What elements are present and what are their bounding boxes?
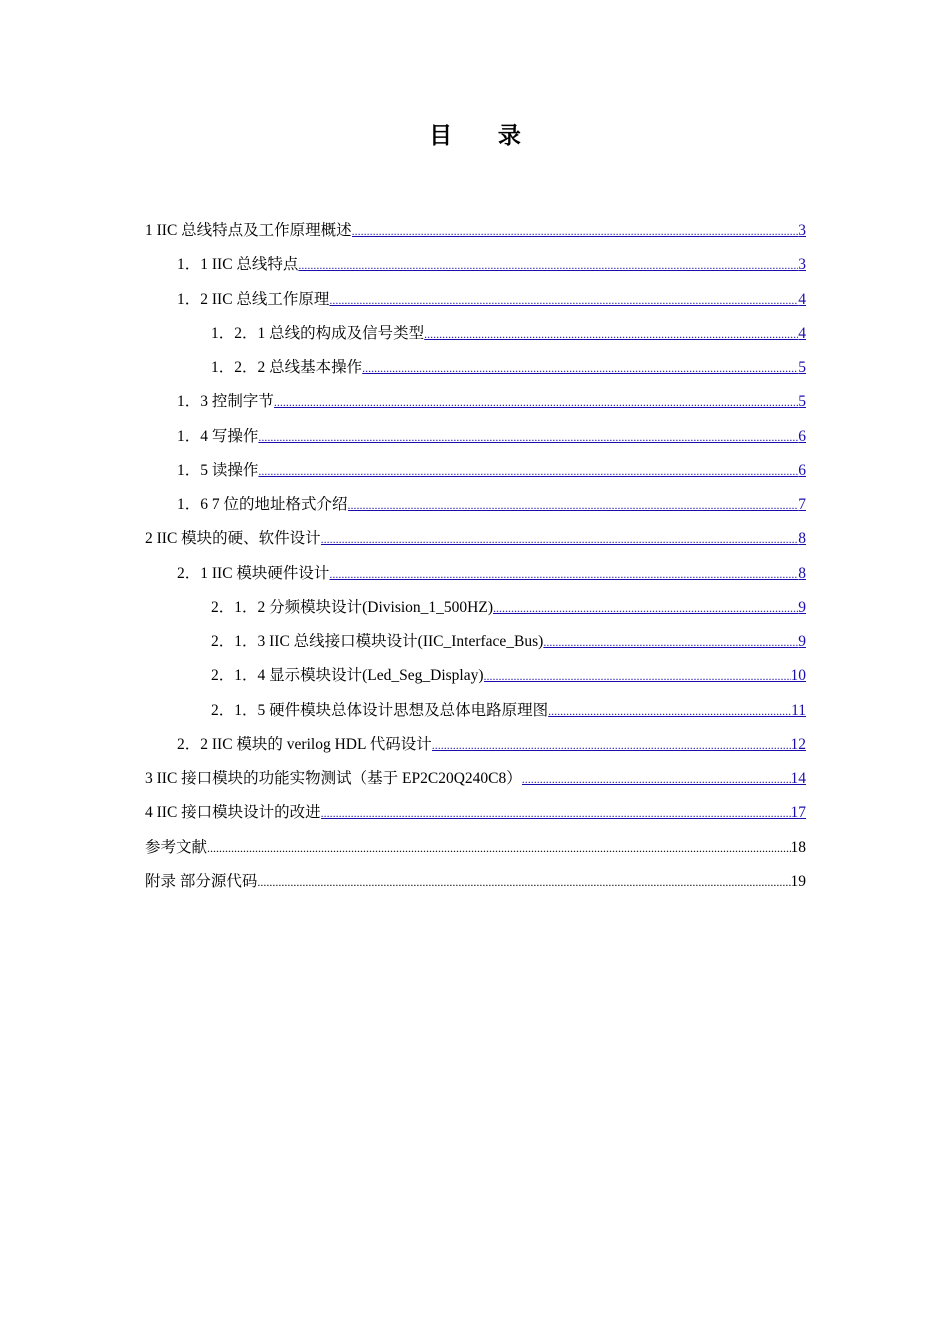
toc-entry[interactable] [145, 557, 806, 591]
toc-entry-title: 1．1 IIC 总线特点 [177, 256, 299, 274]
toc-page-number[interactable]: 3 [798, 256, 806, 274]
toc-entry-title: 1．4 写操作 [177, 427, 259, 445]
toc-entry[interactable] [145, 351, 806, 385]
toc-entry[interactable] [145, 317, 806, 351]
toc-leader-dots [298, 248, 798, 282]
toc-page-number[interactable]: 14 [790, 770, 806, 787]
toc-leader-dots [321, 796, 791, 830]
toc-entry-title: 1 IIC 总线特点及工作原理概述 [145, 222, 352, 239]
toc-entry[interactable] [145, 214, 806, 248]
toc-page-number[interactable]: 3 [798, 222, 806, 239]
table-of-contents [145, 214, 806, 899]
toc-entry-title: 1．2．1 总线的构成及信号类型 [211, 324, 425, 342]
toc-page-number[interactable]: 17 [790, 804, 806, 822]
toc-page-number: 18 [790, 838, 806, 856]
toc-page-number[interactable]: 11 [791, 701, 806, 719]
toc-entry[interactable] [145, 248, 806, 282]
toc-entry[interactable] [145, 796, 806, 830]
toc-entry[interactable] [145, 591, 806, 625]
toc-page-number[interactable]: 6 [798, 427, 806, 445]
toc-leader-dots [329, 557, 798, 591]
toc-entry-title: 2．2 IIC 模块的 verilog HDL 代码设计 [177, 735, 432, 753]
toc-entry[interactable] [145, 522, 806, 556]
toc-entry-title: 1．2 IIC 总线工作原理 [177, 290, 330, 308]
toc-page-number[interactable]: 8 [798, 530, 806, 548]
toc-page-number[interactable]: 12 [790, 735, 806, 753]
toc-entry [145, 865, 806, 899]
toc-leader-dots [543, 625, 798, 659]
toc-page-number[interactable]: 4 [798, 290, 806, 308]
toc-leader-dots [257, 865, 790, 899]
toc-entry-title: 2 IIC 模块的硬、软件设计 [145, 530, 321, 548]
toc-leader-dots [522, 762, 791, 796]
toc-page-number[interactable]: 7 [798, 496, 806, 513]
toc-entry-title: 1．3 控制字节 [177, 393, 274, 411]
toc-entry-title: 2．1 IIC 模块硬件设计 [177, 564, 330, 582]
toc-entry[interactable] [145, 488, 806, 522]
toc-leader-dots [362, 351, 798, 385]
toc-entry[interactable] [145, 694, 806, 728]
toc-leader-dots [348, 488, 799, 522]
toc-leader-dots [329, 283, 798, 317]
toc-leader-dots [207, 831, 790, 865]
toc-page-number[interactable]: 9 [798, 598, 806, 616]
toc-page-number[interactable]: 5 [798, 393, 806, 411]
toc-entry-title: 2．1．3 IIC 总线接口模块设计(IIC_Interface_Bus) [211, 633, 544, 650]
page-title: 目 录 [429, 123, 541, 148]
toc-page-number[interactable]: 9 [798, 633, 806, 650]
toc-entry-title: 1．6 7 位的地址格式介绍 [177, 496, 348, 513]
toc-entry-title: 参考文献 [145, 838, 208, 856]
toc-entry[interactable] [145, 762, 806, 796]
toc-entry[interactable] [145, 659, 806, 693]
toc-entry-title: 3 IIC 接口模块的功能实物测试（基于 EP2C20Q240C8） [145, 770, 522, 787]
toc-entry [145, 831, 806, 865]
toc-entry-title: 4 IIC 接口模块设计的改进 [145, 804, 321, 822]
toc-entry-title: 附录 部分源代码 [145, 872, 258, 890]
toc-entry-title: 1．5 读操作 [177, 461, 259, 479]
toc-leader-dots [432, 728, 791, 762]
toc-entry[interactable] [145, 728, 806, 762]
toc-entry-title: 2．1．2 分频模块设计(Division_1_500HZ) [211, 598, 494, 616]
toc-leader-dots [258, 454, 798, 488]
toc-leader-dots [258, 420, 798, 454]
toc-entry-title: 2．1．4 显示模块设计(Led_Seg_Display) [211, 667, 484, 685]
toc-leader-dots [493, 591, 798, 625]
toc-leader-dots [274, 385, 798, 419]
toc-page-number[interactable]: 4 [798, 324, 806, 342]
toc-page-number[interactable]: 8 [798, 564, 806, 582]
toc-page-number[interactable]: 5 [798, 359, 806, 376]
toc-page-number: 19 [790, 872, 806, 890]
toc-entry[interactable] [145, 420, 806, 454]
toc-entry[interactable] [145, 454, 806, 488]
toc-page-number[interactable]: 10 [790, 667, 806, 685]
toc-entry-title: 1．2．2 总线基本操作 [211, 359, 363, 376]
toc-entry[interactable] [145, 283, 806, 317]
toc-leader-dots [321, 522, 799, 556]
toc-leader-dots [352, 214, 799, 248]
toc-leader-dots [424, 317, 798, 351]
toc-leader-dots [484, 659, 791, 693]
toc-entry-title: 2．1．5 硬件模块总体设计思想及总体电路原理图 [211, 701, 549, 719]
toc-entry[interactable] [145, 625, 806, 659]
toc-page-number[interactable]: 6 [798, 461, 806, 479]
toc-leader-dots [548, 694, 791, 728]
toc-entry[interactable] [145, 385, 806, 419]
